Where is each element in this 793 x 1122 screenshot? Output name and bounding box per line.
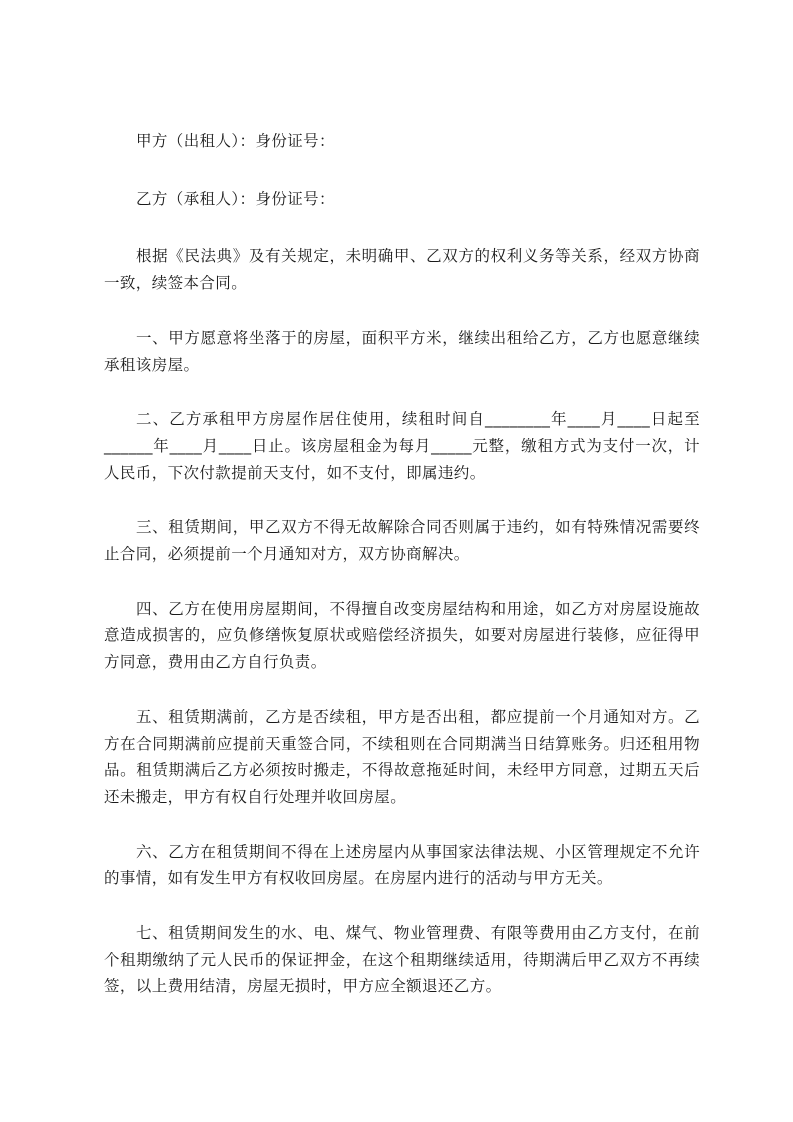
clause-7: 七、租赁期间发生的水、电、煤气、物业管理费、有限等费用由乙方支付，在前个租期缴纳了元人民币的保证押金，在这个租期继续适用，待期满后甲乙双方不再续签，以上费用结清，房屋无损时，甲方应全额退还乙方。 [104, 924, 700, 996]
contract-body [104, 128, 700, 1000]
intro-paragraph: 根据《民法典》及有关规定，未明确甲、乙双方的权利义务等关系，经双方协商一致，续签本合同。 [104, 247, 700, 293]
party-a-line: 甲方（出租人）：身份证号： [136, 132, 335, 150]
party-b-line: 乙方（承租人）：身份证号： [136, 189, 335, 208]
clause-2: 二、乙方承租甲方房屋作居住使用，续租时间自________年____月____日起至______年____月____日止。该房屋租金为每月_____元整，缴租方式为支付一次，计人民币，下次付款提前天支付，如不支付，即属违约。 [104, 410, 700, 482]
clause-3: 三、租赁期间，甲乙双方不得无故解除合同否则属于违约，如有特殊情况需要终止合同，必须提前一个月通知对方，双方协商解决。 [104, 518, 700, 564]
clause-1: 一、甲方愿意将坐落于的房屋，面积平方米，继续出租给乙方，乙方也愿意继续承租该房屋。 [104, 328, 700, 374]
clause-6: 六、乙方在租赁期间不得在上述房屋内从事国家法律法规、小区管理规定不允许的事情，如有发生甲方有权收回房屋。在房屋内进行的活动与甲方无关。 [104, 842, 700, 888]
clause-5: 五、租赁期满前，乙方是否续租，甲方是否出租，都应提前一个月通知对方。乙方在合同期满前应提前天重签合同，不续租则在合同期满当日结算账务。归还租用物品。租赁期满后乙方必须按时搬走，不得故意拖延时间，未经甲方同意，过期五天后还未搬走，甲方有权自行处理并收回房屋。 [104, 707, 700, 806]
clause-4: 四、乙方在使用房屋期间，不得擅自改变房屋结构和用途，如乙方对房屋设施故意造成损害的，应负修缮恢复原状或赔偿经济损失，如要对房屋进行装修，应征得甲方同意，费用由乙方自行负责。 [104, 599, 700, 672]
